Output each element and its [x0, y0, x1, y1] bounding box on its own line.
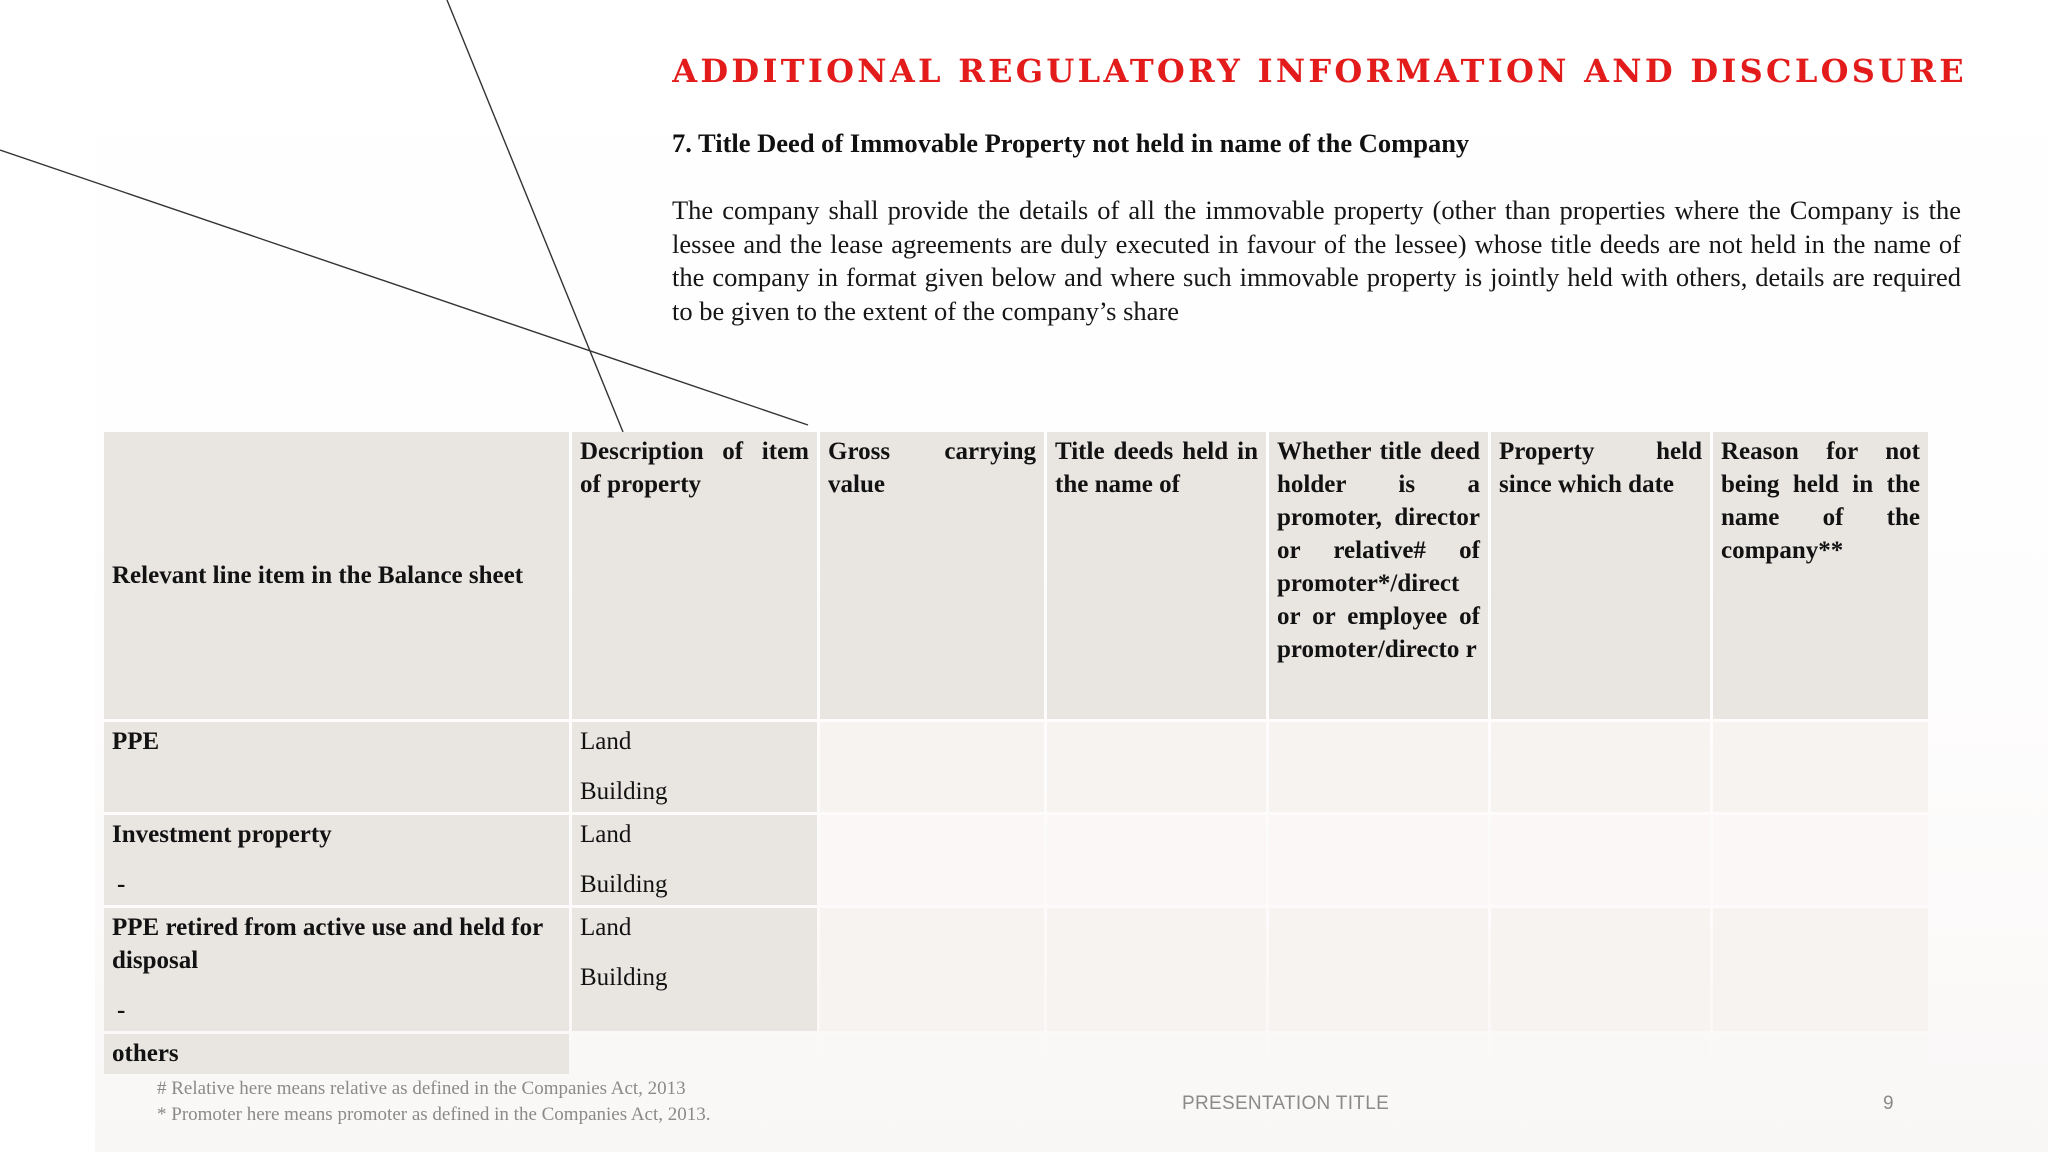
header-title-deeds-holder: Title deeds held in the name of [1047, 432, 1266, 719]
row-label: Investment property [112, 821, 332, 848]
footnotes [157, 1076, 711, 1128]
relationship-cell [1269, 722, 1488, 812]
header-reason-not-held: Reason for not being held in the name of the company** [1713, 432, 1928, 719]
description-land: Land [580, 728, 632, 755]
description-cell [572, 908, 817, 1031]
table-header-row [104, 432, 1928, 719]
title-holder-cell [1047, 908, 1266, 1031]
title-deed-table [101, 429, 1931, 1077]
title-deed-table-container [104, 432, 1920, 1077]
table-row [104, 722, 1928, 812]
description-building: Building [580, 778, 668, 805]
description-cell [572, 722, 817, 812]
held-since-cell [1491, 722, 1710, 812]
table-row [104, 1034, 1928, 1074]
gross-value-cell [820, 815, 1044, 905]
relationship-cell [1269, 815, 1488, 905]
row-label-cell [104, 722, 569, 812]
description-building: Building [580, 871, 668, 898]
description-cell [572, 815, 817, 905]
row-label: others [112, 1040, 179, 1067]
footnote-promoter: * Promoter here means promoter as defined in the Companies Act, 2013. [157, 1104, 711, 1125]
table-row [104, 908, 1928, 1031]
footer-presentation-title: PRESENTATION TITLE [1182, 1093, 1390, 1114]
header-held-since-date: Property held since which date [1491, 432, 1710, 719]
held-since-cell [1491, 815, 1710, 905]
gross-value-cell [820, 722, 1044, 812]
section-body: The company shall provide the details of all the immovable property (other than properties where the Company is the lessee and the lease agreements are duly executed in favour of the lessee) whose title deeds are not held in the name of the company in format given below and where such immovable property is jointly held with others, details are required to be given to the extent of the company’s share [672, 195, 1961, 326]
row-dash: - [117, 997, 126, 1024]
held-since-cell [1491, 908, 1710, 1031]
section-heading: 7. Title Deed of Immovable Property not held in name of the Company [672, 128, 1470, 158]
description-land: Land [580, 914, 632, 941]
footnote-relative: # Relative here means relative as defined in the Companies Act, 2013 [157, 1078, 686, 1099]
reason-cell [1713, 815, 1928, 905]
row-label-cell [104, 908, 569, 1031]
row-label-cell [104, 1034, 569, 1074]
reason-cell [1713, 1034, 1928, 1074]
relationship-cell [1269, 1034, 1488, 1074]
table-row [104, 815, 1928, 905]
reason-cell [1713, 722, 1928, 812]
reason-cell [1713, 908, 1928, 1031]
title-holder-cell [1047, 815, 1266, 905]
row-label-cell [104, 815, 569, 905]
row-label: PPE retired from active use and held for disposal [112, 914, 543, 974]
title-holder-cell [1047, 1034, 1266, 1074]
decorative-line-steep [447, 0, 623, 432]
gross-value-cell [820, 1034, 1044, 1074]
description-building: Building [580, 964, 668, 991]
header-holder-relationship: Whether title deed holder is a promoter, director or relative# of promoter*/direct or or employee of promoter/directo r [1269, 432, 1488, 719]
row-dash: - [117, 871, 126, 898]
slide-title: ADDITIONAL REGULATORY INFORMATION AND DISCLOSURE [672, 52, 1967, 90]
title-holder-cell [1047, 722, 1266, 812]
row-label: PPE [112, 728, 160, 755]
relationship-cell [1269, 908, 1488, 1031]
held-since-cell [1491, 1034, 1710, 1074]
header-gross-carrying-value: Gross carrying value [820, 432, 1044, 719]
header-balance-sheet-item: Relevant line item in the Balance sheet [104, 432, 569, 719]
description-land: Land [580, 821, 632, 848]
page-number: 9 [1883, 1093, 1894, 1114]
header-description: Description of item of property [572, 432, 817, 719]
gross-value-cell [820, 908, 1044, 1031]
description-cell [572, 1034, 817, 1074]
